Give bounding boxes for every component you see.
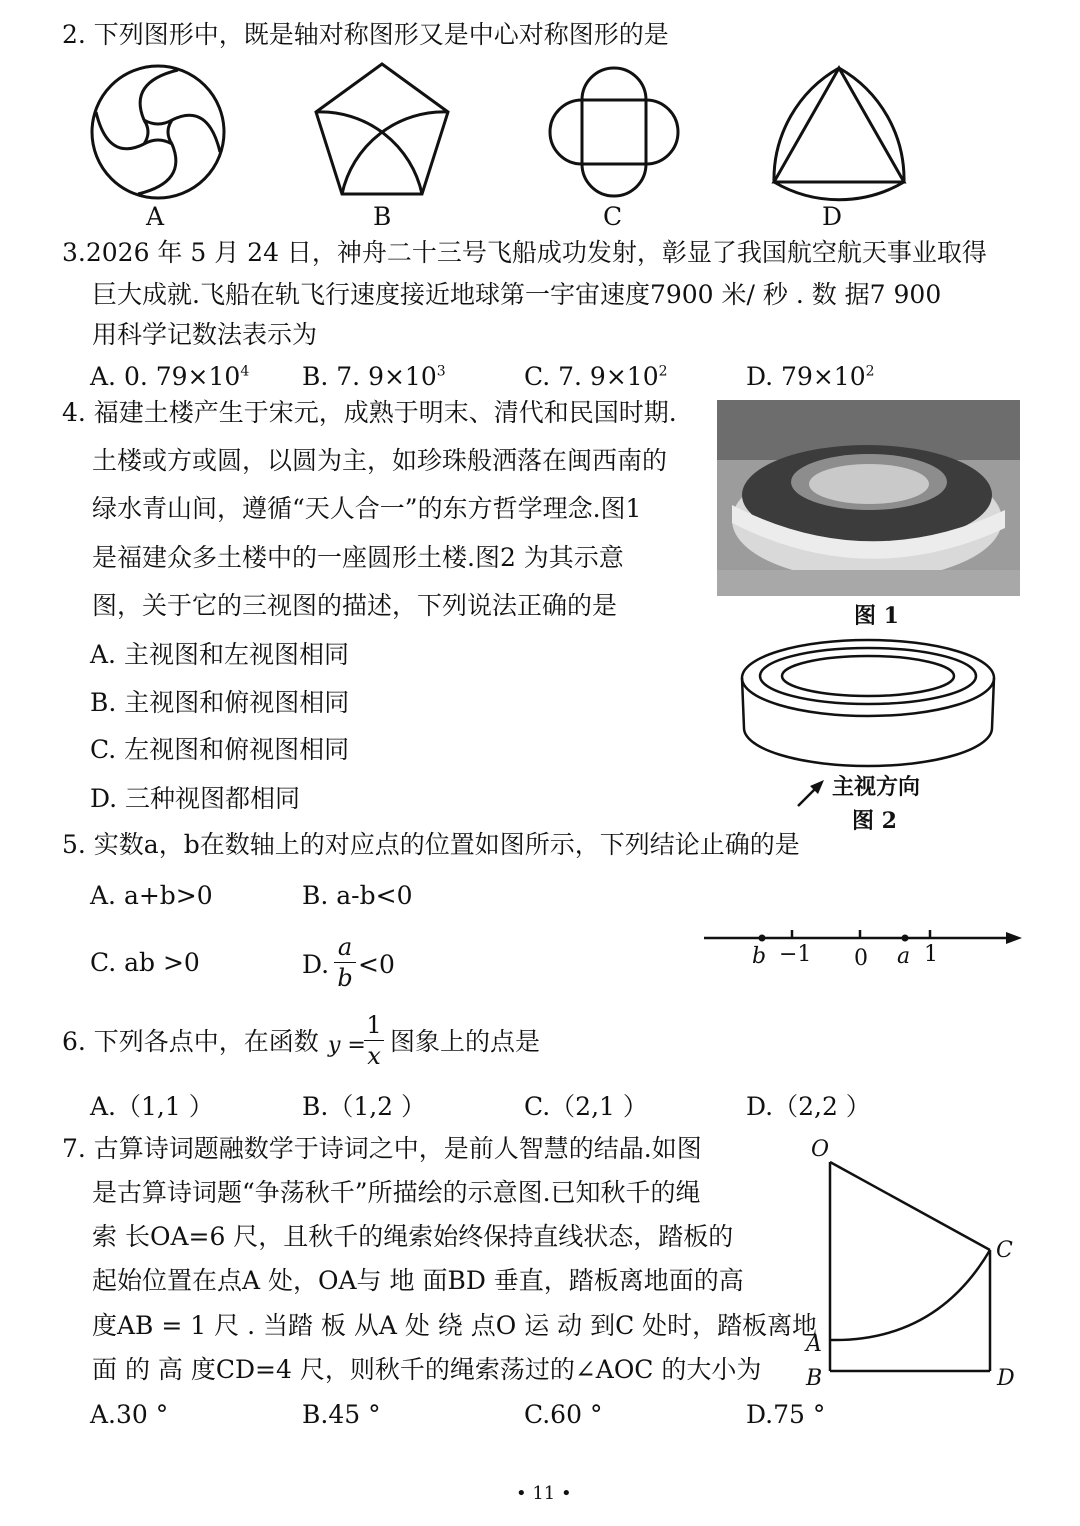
point-label-d: D — [997, 1366, 1015, 1391]
q6-func-lhs: y = — [328, 1033, 366, 1058]
q5-option-d-prefix: D. — [302, 950, 330, 979]
fig2-arrow-label: 主视方向 — [832, 774, 921, 800]
q7-option-c: C.60 ° — [524, 1400, 603, 1429]
q3-line3: 用科学记数法表示为 — [92, 320, 318, 349]
point-label-b: B — [806, 1366, 823, 1391]
q2-figure-b — [312, 60, 452, 198]
q3-option-b: B. 7. $9\times 10^3$ — [302, 362, 446, 391]
q7-line1: 7. 古算诗词题融数学于诗词之中，是前人智慧的结晶.如图 — [62, 1134, 702, 1163]
q4-option-a: A. 主视图和左视图相同 — [90, 640, 349, 669]
q7-line5: 度AB = 1 尺 . 当踏 板 从A 处 绕 点O 运 动 到C 处时，踏板离地 — [92, 1311, 818, 1340]
q4-line1: 4. 福建土楼产生于宋元，成熟于明末、清代和民国时期. — [62, 398, 677, 427]
q5-option-d-fraction — [334, 934, 356, 991]
q2-figure-a — [88, 62, 228, 202]
point-label-o: O — [811, 1137, 830, 1162]
q2-label-c: C — [603, 202, 623, 231]
axis-label-one: 1 — [924, 942, 938, 967]
q5-option-a: A. a+b>0 — [90, 881, 213, 910]
q3-option-c: C. 7. $9\times 10^2$ — [524, 362, 668, 391]
q5-option-d-suffix: <0 — [358, 950, 395, 979]
q2-label-b: B — [373, 202, 392, 231]
q2-figure-c — [546, 64, 682, 200]
q3-line2: 巨大成就.飞船在轨飞行速度接近地球第一宇宙速度7900 米/ 秒 . 数 据7 900 — [92, 280, 942, 309]
q4-option-d: D. 三种视图都相同 — [90, 784, 301, 813]
q5-option-d-denominator: b — [337, 964, 353, 992]
q6-stem-pre: 6. 下列各点中，在函数 — [62, 1027, 319, 1056]
q7-line2: 是古算诗词题“争荡秋千”所描绘的示意图.已知秋千的绳 — [92, 1178, 701, 1207]
q5-option-d-numerator: a — [337, 933, 353, 961]
q3-option-a: A. 0. $79\times 10^4$ — [90, 362, 250, 391]
point-label-c: C — [996, 1238, 1013, 1263]
q6-stem-post: 图象上的点是 — [390, 1027, 541, 1056]
q2-stem: 2. 下列图形中，既是轴对称图形又是中心对称图形的是 — [62, 20, 669, 49]
q2-figure-d — [768, 64, 910, 196]
q4-line4: 是福建众多土楼中的一座圆形土楼.图2 为其示意 — [92, 543, 624, 572]
q5-option-c: C. ab >0 — [90, 948, 200, 977]
q6-option-b: B.（1,2 ） — [302, 1092, 427, 1121]
q6-option-a: A.（1,1 ） — [90, 1092, 214, 1121]
tulou-photo — [717, 400, 1020, 596]
axis-label-zero: 0 — [854, 946, 868, 971]
q7-line6: 面 的 高 度CD=4 尺，则秋千的绳索荡过的∠AOC 的大小为 — [92, 1355, 762, 1384]
q5-stem: 5. 实数a，b在数轴上的对应点的位置如图所示，下列结论止确的是 — [62, 830, 800, 859]
axis-label-neg1: −1 — [779, 942, 812, 967]
q6-option-d: D.（2,2 ） — [746, 1092, 871, 1121]
fig2-caption: 图 2 — [852, 808, 897, 834]
axis-label-b: b — [752, 944, 767, 969]
q2-label-d: D — [822, 202, 843, 231]
q6-func-numerator: 1 — [366, 1011, 382, 1039]
tulou-diagram — [736, 636, 1000, 776]
point-label-a: A — [806, 1332, 822, 1357]
q2-label-a: A — [146, 202, 165, 231]
view-direction-arrow-icon — [794, 776, 828, 810]
swing-diagram — [826, 1158, 994, 1374]
page-number: • 11 • — [516, 1483, 572, 1504]
q4-option-c: C. 左视图和俯视图相同 — [90, 735, 350, 764]
q5-option-b: B. a-b<0 — [302, 881, 413, 910]
q7-line3: 索 长OA=6 尺，且秋千的绳索始终保持直线状态，踏板的 — [92, 1222, 734, 1251]
q7-line4: 起始位置在点A 处，OA与 地 面BD 垂直，踏板离地面的高 — [92, 1266, 744, 1295]
q3-option-d: D. $79\times 10^2$ — [746, 362, 875, 391]
q6-func-fraction — [364, 1012, 384, 1069]
q6-func-denominator: x — [367, 1042, 381, 1070]
q3-line1: 3.2026 年 5 月 24 日，神舟二十三号飞船成功发射，彰显了我国航空航天事业取得 — [62, 238, 987, 267]
q7-option-a: A.30 ° — [90, 1400, 169, 1429]
axis-label-a: a — [897, 944, 911, 969]
q4-line5: 图，关于它的三视图的描述，下列说法正确的是 — [92, 591, 618, 620]
fig1-caption: 图 1 — [854, 603, 899, 629]
q7-option-b: B.45 ° — [302, 1400, 381, 1429]
q4-option-b: B. 主视图和俯视图相同 — [90, 688, 350, 717]
q6-option-c: C.（2,1 ） — [524, 1092, 648, 1121]
q4-line2: 土楼或方或圆，以圆为主，如珍珠般洒落在闽西南的 — [92, 446, 668, 475]
q4-line3: 绿水青山间，遵循“天人合一”的东方哲学理念.图1 — [92, 494, 642, 523]
q7-option-d: D.75 ° — [746, 1400, 826, 1429]
